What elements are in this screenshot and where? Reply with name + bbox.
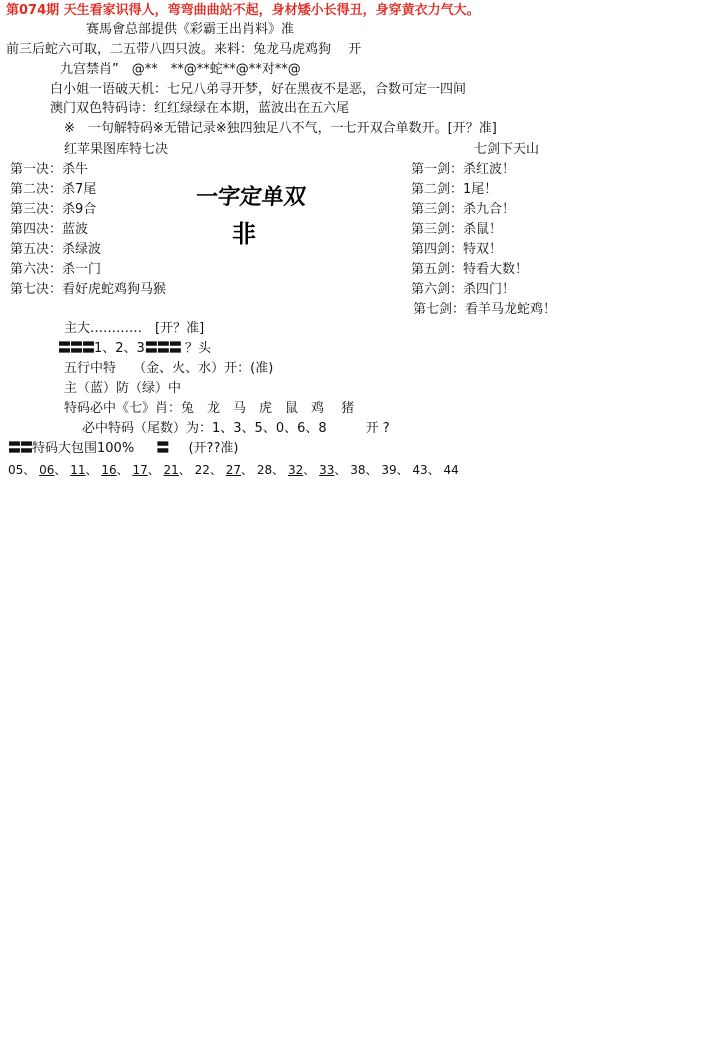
list-item: 第二决：杀7尾 — [10, 182, 97, 197]
seven-jue-heading: 红苹果图库特七决 — [64, 142, 169, 157]
number-item: 28 — [256, 463, 273, 477]
list-item: 第一剑：杀红波！ — [411, 162, 516, 177]
list-item: 第一决：杀牛 — [10, 162, 89, 177]
seven-sword-list — [411, 160, 556, 320]
head-numbers: 1、2、3 — [94, 341, 145, 356]
five-elements-line: 五行中特 （金、火、水）开：(准) — [64, 361, 274, 376]
package-line — [8, 441, 238, 457]
center-headline: 一字定单双 — [194, 185, 308, 210]
number-list: 05、 06、 11、 16、 17、 21、 22、 27、 28、 32、 33、 38、 39、 43、 44 — [8, 463, 459, 477]
page-title: 第074期 天生看家识得人，弯弯曲曲站不起，身材矮小长得丑，身穿黄衣力气大。 — [6, 3, 480, 18]
list-item: 第七剑：看羊马龙蛇鸡！ — [413, 302, 557, 317]
decor-bars: 〓〓 — [8, 441, 33, 456]
center-answer: 非 — [232, 220, 256, 248]
package-text: 特码大包围100% — [32, 441, 135, 456]
list-item: 第六决：杀一门 — [10, 262, 102, 277]
list-item: 第五剑：特看大数！ — [411, 262, 529, 277]
head-number-line — [58, 341, 211, 357]
tail-number-line: 必中特码（尾数）为：1、3、5、0、6、8 开 ? — [82, 421, 390, 436]
poem-line: 澳门双色特码诗：红红绿绿在本期，蓝波出在五六尾 — [50, 101, 350, 116]
list-item: 第三决：杀9合 — [10, 202, 97, 217]
seven-sword-heading: 七剑下天山 — [474, 142, 540, 157]
number-item: 39 — [381, 463, 397, 477]
zodiac-line: 特码必中《七》肖：兔 龙 马 虎 鼠 鸡 猪 — [64, 401, 355, 416]
riddle-line: 白小姐一语破天机：七兄八弟寻开梦，好在黑夜不是恶，合数可定一四间 — [50, 82, 467, 97]
wave-color-line: 主（蓝）防（绿）中 — [64, 381, 182, 396]
forbidden-zodiac-line: 九宫禁肖” @** **@**蛇**@**对**@ — [60, 62, 301, 77]
list-item: 第四剑：特双！ — [411, 242, 503, 257]
one-sentence-line: ※ 一句解特码※无错记录※独四独足八不气，一七开双合单数开。[开？准] — [64, 121, 497, 136]
number-item: 22 — [194, 463, 210, 477]
list-item: 第四决：蓝波 — [10, 222, 89, 237]
number-item: 16 — [101, 463, 117, 477]
list-item: 第二剑：1尾！ — [411, 182, 498, 197]
head-tail: ？头 — [185, 341, 212, 356]
decor-bars: 〓 — [156, 441, 169, 456]
prediction-line: 前三后蛇六可取，二五带八四只波。来料：兔龙马虎鸡狗 开 — [6, 42, 362, 57]
number-item: 27 — [225, 463, 242, 477]
number-item: 17 — [132, 463, 148, 477]
number-item: 32 — [287, 463, 304, 477]
number-item: 21 — [163, 463, 179, 477]
main-size-line: 主大………… [开？准] — [64, 321, 205, 336]
number-item: 44 — [443, 463, 459, 477]
decor-bars: 〓〓〓 — [144, 341, 181, 356]
number-item: 33 — [319, 463, 335, 477]
list-item: 第七决：看好虎蛇鸡狗马猴 — [10, 282, 167, 297]
number-item: 05 — [8, 463, 24, 477]
list-item: 第五决：杀绿波 — [10, 242, 102, 257]
number-item: 11 — [70, 463, 86, 477]
package-tail: (开??准) — [188, 441, 239, 456]
list-item: 第三剑：杀九合！ — [411, 202, 516, 217]
decor-bars: 〓〓〓 — [58, 341, 95, 356]
list-item: 第三剑：杀鼠！ — [411, 222, 503, 237]
source-line: 赛馬會总部提供《彩霸王出肖料》准 — [86, 22, 295, 37]
number-item: 43 — [412, 463, 428, 477]
number-item: 06 — [39, 463, 55, 477]
list-item: 第六剑：杀四门！ — [411, 282, 516, 297]
seven-jue-list — [10, 160, 166, 300]
number-item: 38 — [350, 463, 366, 477]
